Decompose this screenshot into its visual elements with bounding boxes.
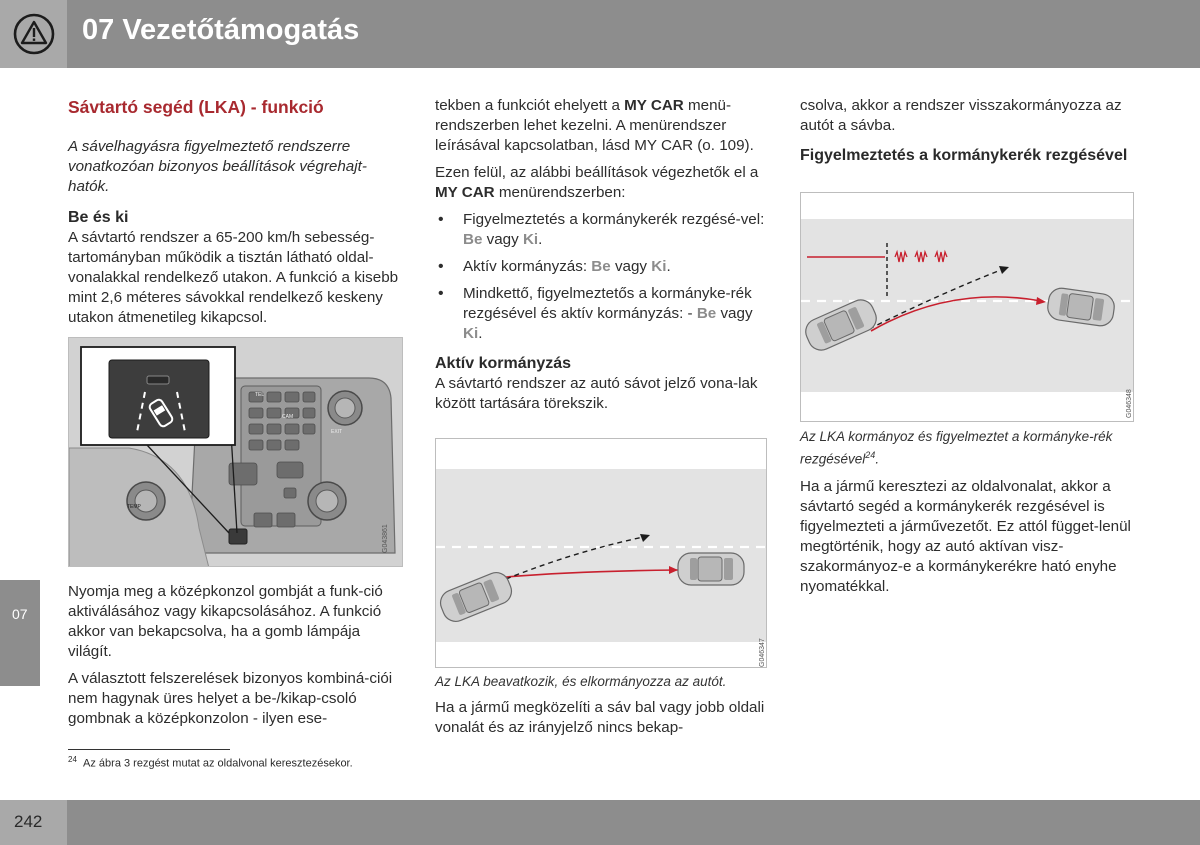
page-number-box [0, 800, 67, 845]
aktiv-kormanyzas-heading: Aktív kormányzás [435, 355, 572, 372]
be-es-ki-text: A sávtartó rendszer a 65-200 km/h sebesség-tartományban működik a tisztán látható oldal-vonalakkal rendelkező utakon. A funkció a kisebb mint 2,6 méteres sávokkal rendelkező keskeny utakon átmenetileg kikapcsol. [68, 229, 399, 326]
figure-caption-2: Az LKA beavatkozik, és elkormányozza az autót. [435, 674, 727, 689]
figure-caption-3: Az LKA kormányoz és figyelmeztet a kormányke-rék rezgésével$^{24}$. [800, 429, 1113, 467]
my-car-text: tekben a funkciót ehelyett a MY CAR menü-rendszerben lehet kezelni. A menürendszer leírásával kapcsolatban, lásd MY CAR (o. 109). [435, 97, 754, 154]
page-header [0, 0, 1200, 68]
figure-code-3: G046348 [1126, 389, 1133, 418]
footnote: $^{24}$ Az ábra 3 rezgést mutat az oldalvonal keresztezésekor. [68, 755, 353, 770]
intro-text: A sávelhagyásra figyelmeztető rendszerre vonatkozóan bizonyos beállítások végrehajt-hatók. [68, 138, 367, 195]
side-tab-label: 07 [12, 606, 28, 622]
svg-text:TEMP: TEMP [127, 504, 141, 510]
svg-text:EXIT: EXIT [331, 429, 343, 435]
console-button-text: Nyomja meg a középkonzol gombját a funk-ció aktiválásához vagy kikapcsolásához. A funkció akkor van bekapcsolva, ha a gomb lámpája világít. [68, 583, 383, 660]
column-1-lower [68, 582, 403, 729]
car-right [678, 553, 744, 585]
column-2 [435, 96, 765, 414]
chapter-title: 07 Vezetőtámogatás [82, 14, 360, 46]
active-steering-illustration [436, 439, 767, 668]
vibration-illustration [801, 193, 1134, 422]
vibration-heading: Figyelmeztetés a kormánykerék rezgésével [800, 147, 1128, 164]
steer-back-text: csolva, akkor a rendszer visszakormányozza az autót a sávba. [800, 97, 1122, 134]
warning-triangle-icon [13, 13, 55, 55]
equipment-combination-text: A választott felszerelések bizonyos kombiná-ciói nem hagynak üres helyet a be-/kikap-csoló gombnak a középkonzolon - ilyen ese- [68, 670, 393, 727]
svg-text:TEL: TEL [255, 392, 265, 398]
page-number: 242 [14, 812, 43, 831]
settings-intro-text: Ezen felül, az alábbi beállítások végezhetők el a MY CAR menürendszerben: [435, 164, 759, 201]
vibration-figure [800, 192, 1134, 422]
center-console-illustration [69, 338, 403, 567]
section-title: Sávtartó segéd (LKA) - funkció [68, 97, 324, 117]
svg-text:CAM: CAM [282, 414, 294, 420]
active-steering-figure [435, 438, 767, 668]
column-1 [68, 96, 403, 328]
aktiv-kormanyzas-text: A sávtartó rendszer az autó sávot jelző vona-lak között tartására törekszik. [435, 375, 758, 412]
figure-code-1: G043861 [382, 524, 389, 553]
page-footer [0, 800, 1200, 845]
settings-list-item: • Mindkettő, figyelmeztetős a kormányke-rék rezgésével és aktív kormányzás: - Be vagy Ki. [435, 284, 765, 344]
column-3 [800, 96, 1135, 166]
column-2-lower [435, 673, 765, 738]
figure-code-2: G046347 [759, 638, 766, 667]
settings-list-item: • Figyelmeztetés a kormánykerék rezgésé-vel: Be vagy Ki. [435, 210, 765, 250]
header-icon-box [0, 0, 67, 68]
footnote-rule [68, 749, 230, 750]
console-figure [68, 337, 403, 567]
chapter-side-tab [0, 580, 40, 686]
vibration-warning-text: Ha a jármű keresztezi az oldalvonalat, akkor a sávtartó segéd a kormánykerék rezgésével is figyelmezteti a járművezetőt. Ez attól függet-lenül megtörténik, hogy az autó aktívan visz-szakormányoz-e a kormánykerékre ható enyhe nyomatékkal. [800, 477, 1131, 595]
lane-approach-text: Ha a jármű megközelíti a sáv bal vagy jobb oldali vonalát és az irányjelző nincs bekap- [435, 699, 765, 736]
be-es-ki-heading: Be és ki [68, 209, 129, 226]
settings-list-item: • Aktív kormányzás: Be vagy Ki. [435, 257, 765, 277]
settings-list [435, 210, 765, 344]
column-3-lower [800, 428, 1135, 597]
